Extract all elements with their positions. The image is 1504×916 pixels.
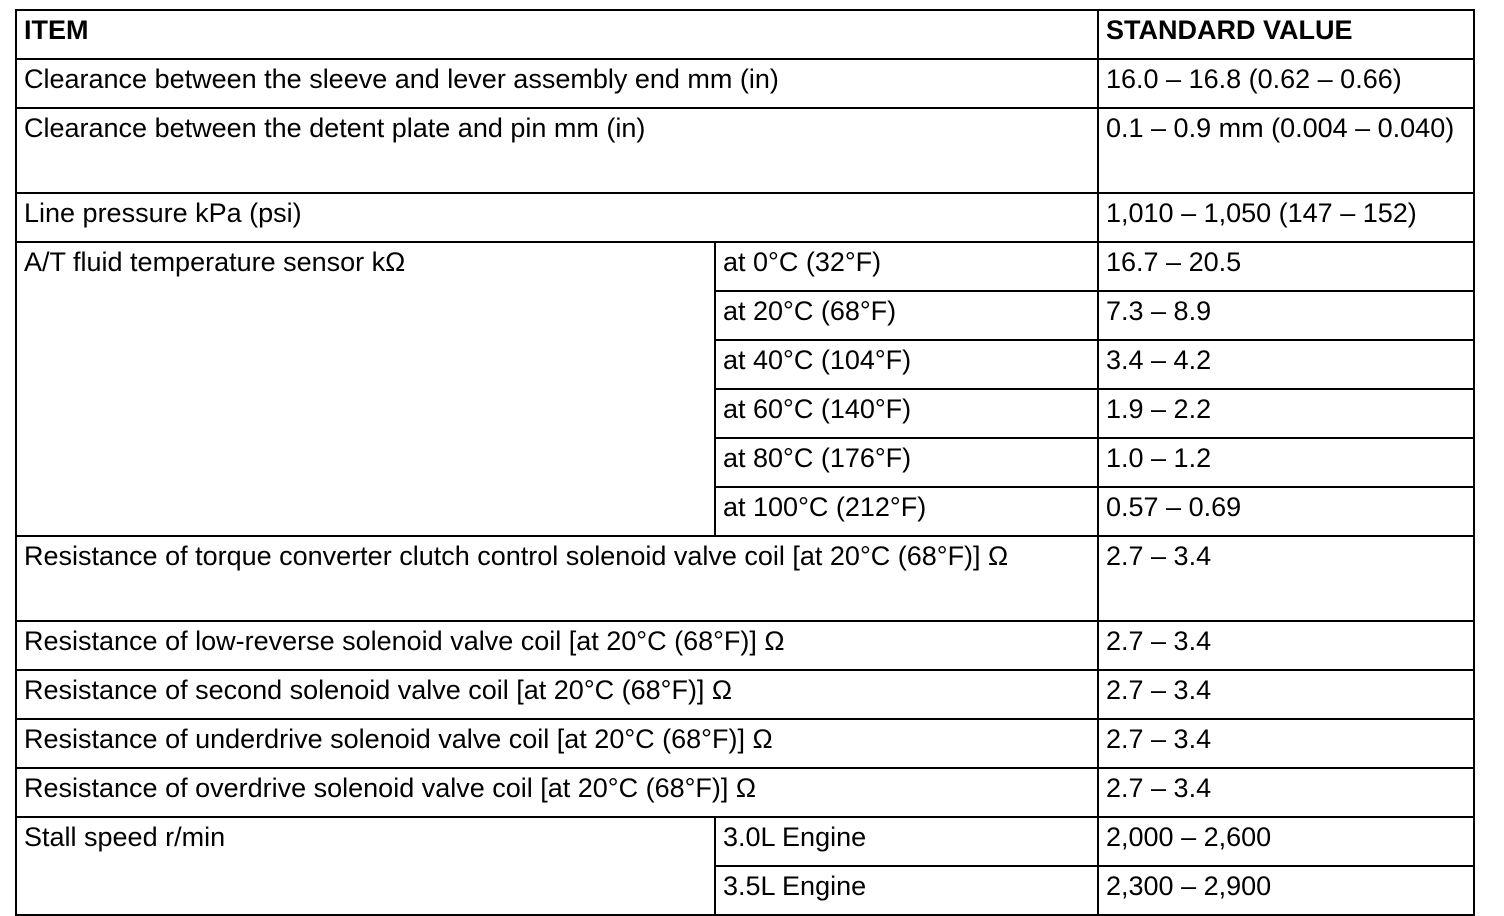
header-standard-value: STANDARD VALUE	[1098, 10, 1474, 59]
value-cell: 0.57 – 0.69	[1098, 487, 1474, 536]
table-row	[16, 817, 1474, 866]
condition-cell: 3.0L Engine	[715, 817, 1098, 866]
table-row	[16, 536, 1474, 621]
value-cell: 2.7 – 3.4	[1098, 536, 1474, 621]
condition-cell: 3.5L Engine	[715, 866, 1098, 915]
table-row	[16, 621, 1474, 670]
value-cell: 2,300 – 2,900	[1098, 866, 1474, 915]
table-row	[16, 719, 1474, 768]
item-cell: Resistance of underdrive solenoid valve coil [at 20°C (68°F)] Ω	[16, 719, 1098, 768]
header-row	[16, 10, 1474, 59]
sensor-item-cell: A/T fluid temperature sensor kΩ	[16, 242, 715, 536]
value-cell: 1.0 – 1.2	[1098, 438, 1474, 487]
table-row	[16, 242, 1474, 291]
item-cell: Resistance of low-reverse solenoid valve coil [at 20°C (68°F)] Ω	[16, 621, 1098, 670]
value-cell: 2.7 – 3.4	[1098, 768, 1474, 817]
value-cell: 0.1 – 0.9 mm (0.004 – 0.040)	[1098, 108, 1474, 193]
header-item: ITEM	[16, 10, 1098, 59]
condition-cell: at 100°C (212°F)	[715, 487, 1098, 536]
value-cell: 3.4 – 4.2	[1098, 340, 1474, 389]
condition-cell: at 80°C (176°F)	[715, 438, 1098, 487]
value-cell: 2.7 – 3.4	[1098, 670, 1474, 719]
value-cell: 7.3 – 8.9	[1098, 291, 1474, 340]
table-row	[16, 59, 1474, 108]
stall-item-cell: Stall speed r/min	[16, 817, 715, 915]
item-cell: Clearance between the sleeve and lever assembly end mm (in)	[16, 59, 1098, 108]
condition-cell: at 0°C (32°F)	[715, 242, 1098, 291]
value-cell: 1.9 – 2.2	[1098, 389, 1474, 438]
value-cell: 2.7 – 3.4	[1098, 719, 1474, 768]
value-cell: 2,000 – 2,600	[1098, 817, 1474, 866]
item-cell: Resistance of second solenoid valve coil [at 20°C (68°F)] Ω	[16, 670, 1098, 719]
value-cell: 1,010 – 1,050 (147 – 152)	[1098, 193, 1474, 242]
spec-table	[15, 9, 1475, 916]
item-cell: Line pressure kPa (psi)	[16, 193, 1098, 242]
item-cell: Resistance of torque converter clutch control solenoid valve coil [at 20°C (68°F)] Ω	[16, 536, 1098, 621]
item-cell: Clearance between the detent plate and pin mm (in)	[16, 108, 1098, 193]
item-cell: Resistance of overdrive solenoid valve coil [at 20°C (68°F)] Ω	[16, 768, 1098, 817]
value-cell: 2.7 – 3.4	[1098, 621, 1474, 670]
table-row	[16, 670, 1474, 719]
table-row	[16, 193, 1474, 242]
value-cell: 16.7 – 20.5	[1098, 242, 1474, 291]
table-row	[16, 108, 1474, 193]
condition-cell: at 40°C (104°F)	[715, 340, 1098, 389]
table-row	[16, 768, 1474, 817]
condition-cell: at 20°C (68°F)	[715, 291, 1098, 340]
condition-cell: at 60°C (140°F)	[715, 389, 1098, 438]
value-cell: 16.0 – 16.8 (0.62 – 0.66)	[1098, 59, 1474, 108]
